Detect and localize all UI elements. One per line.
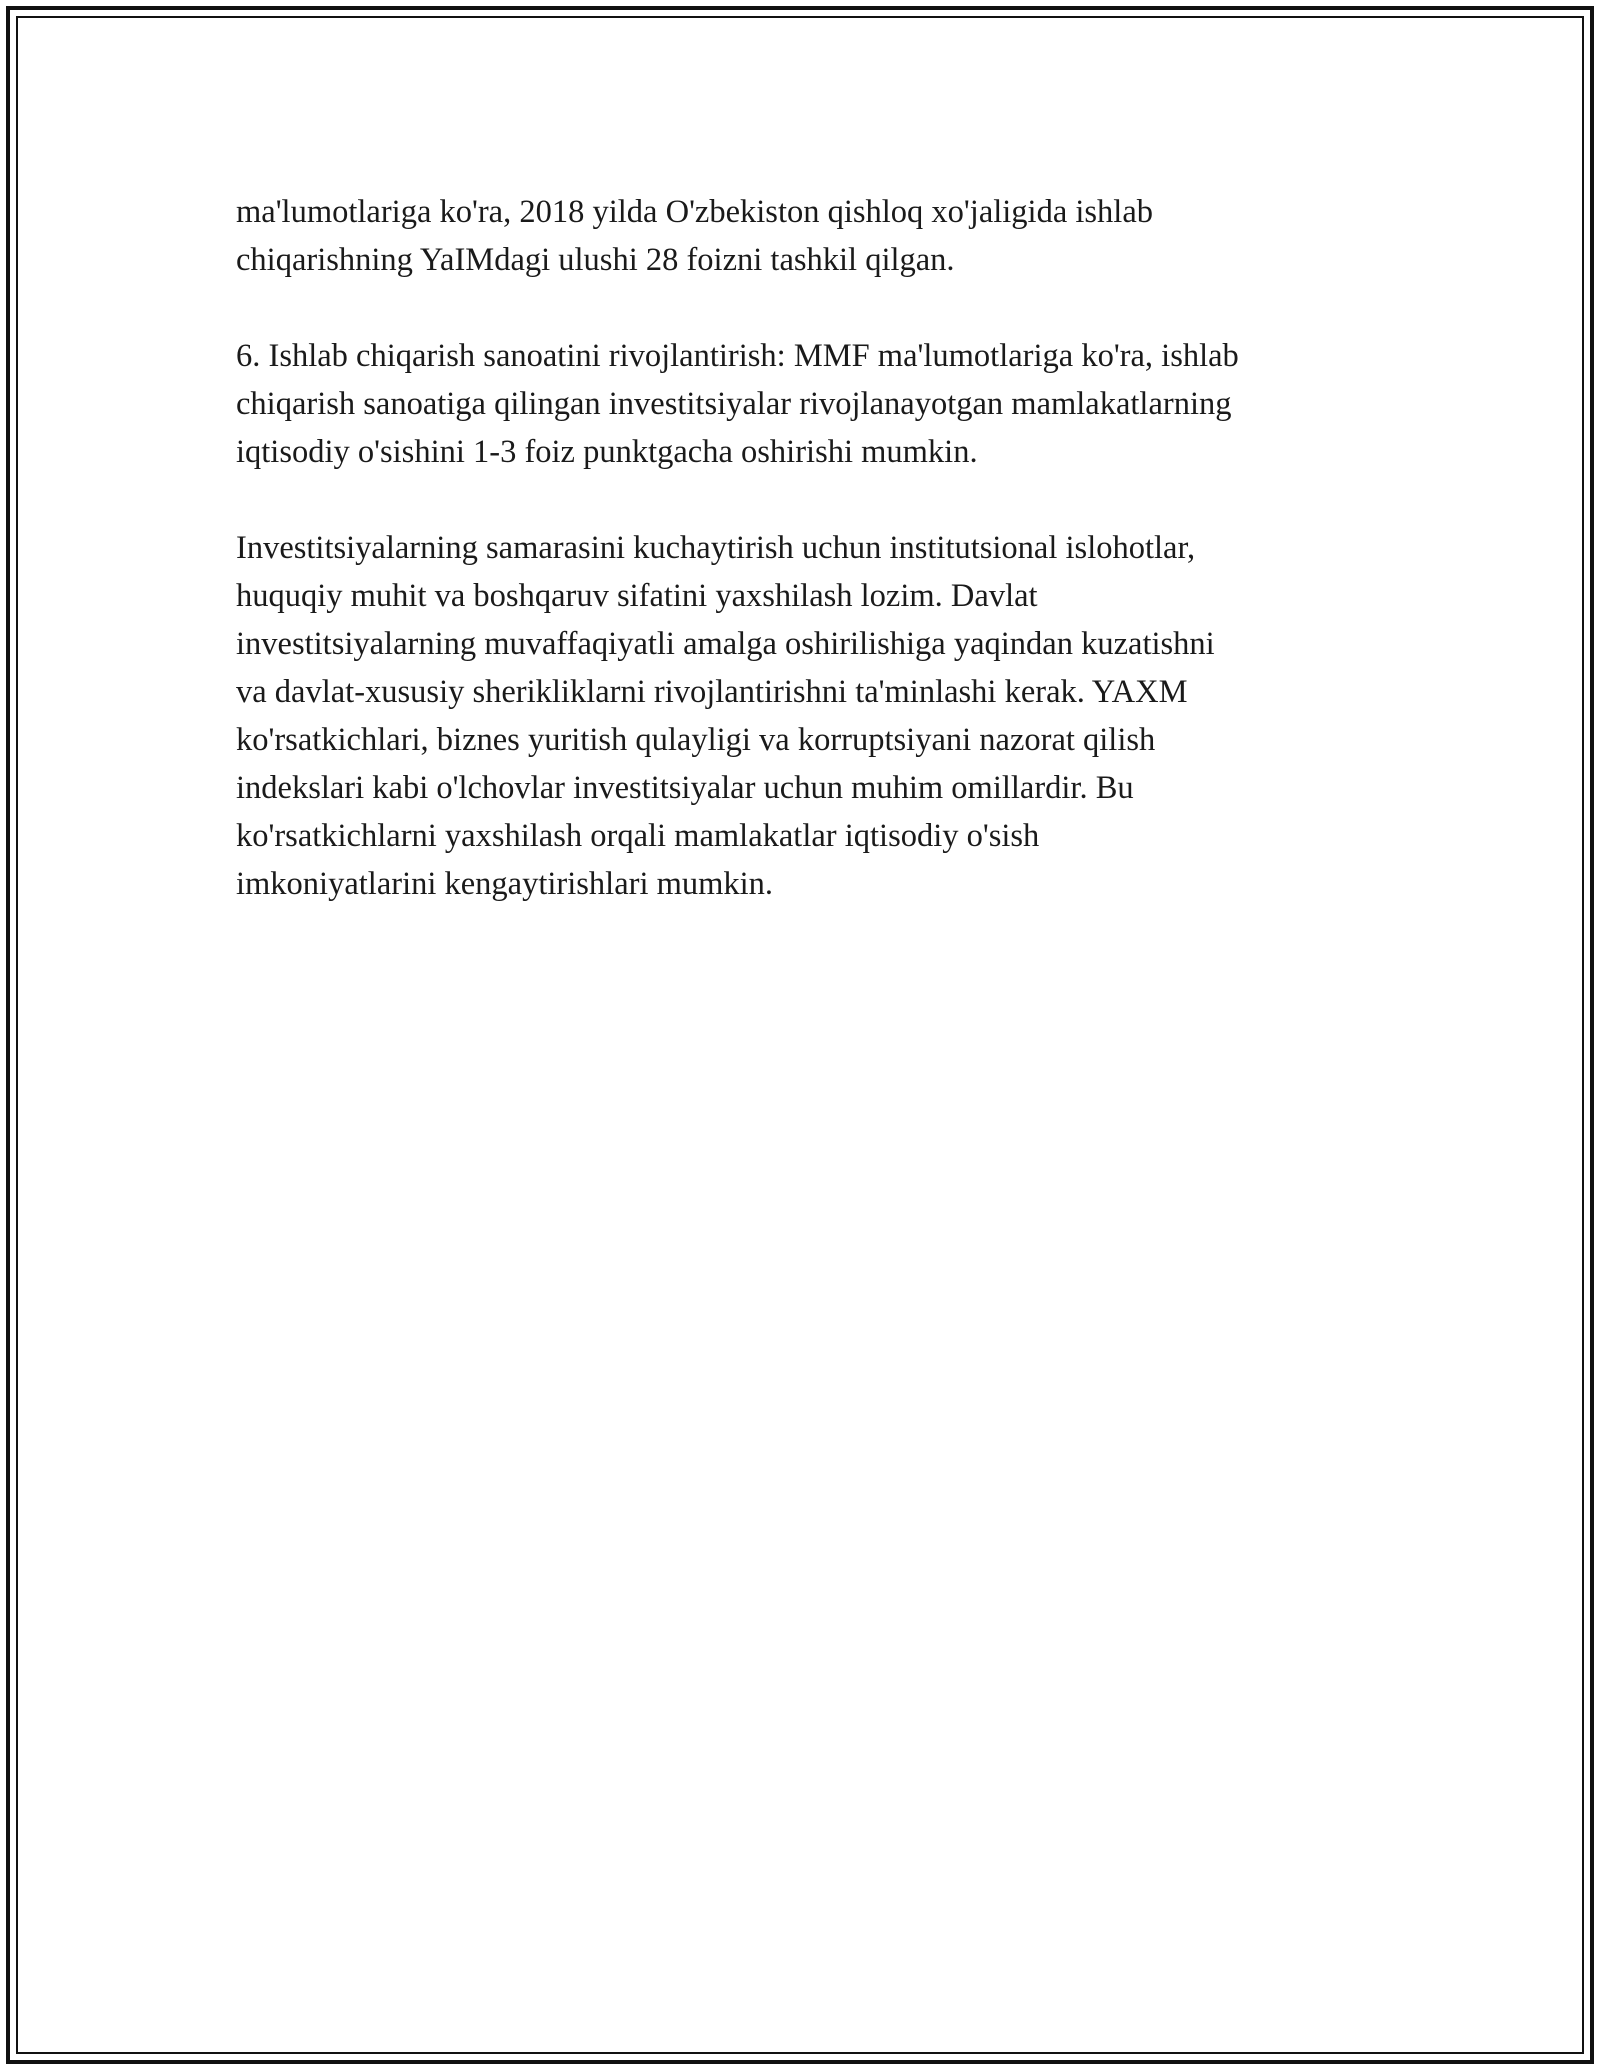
- paragraph-institutional-reforms: Investitsiyalarning samarasini kuchaytirish uchun institutsional islohotlar, huquqiy muhit va boshqaruv sifatini yaxshilash lozim. Davlat investitsiyalarning muvaffaqiyatli amalga oshirilishiga yaqindan kuzatishni va davlat-xususiy sherikliklarni rivojlantirishni ta'minlashi kerak. YAXM ko'rsatkichlari, biznes yuritish qulayligi va korruptsiyani nazorat qilish indekslari kabi o'lchovlar investitsiyalar uchun muhim omillardir. Bu ko'rsatkichlarni yaxshilash orqali mamlakatlar iqtisodiy o'sish imkoniyatlarini kengaytirishlari mumkin.: [236, 530, 1215, 902]
- paragraph-manufacturing: 6. Ishlab chiqarish sanoatini rivojlantirish: MMF ma'lumotlariga ko'ra, ishlab chiqarish sanoatiga qilingan investitsiyalar rivojlanayotgan mamlakatlarning iqtisodiy o'sishini 1-3 foiz punktgacha oshirishi mumkin.: [236, 338, 1239, 470]
- document-body: [236, 188, 1406, 956]
- paragraph-agriculture-continuation: ma'lumotlariga ko'ra, 2018 yilda O'zbekiston qishloq xo'jaligida ishlab chiqarishning YaIMdagi ulushi 28 foizni tashkil qilgan.: [236, 194, 1154, 278]
